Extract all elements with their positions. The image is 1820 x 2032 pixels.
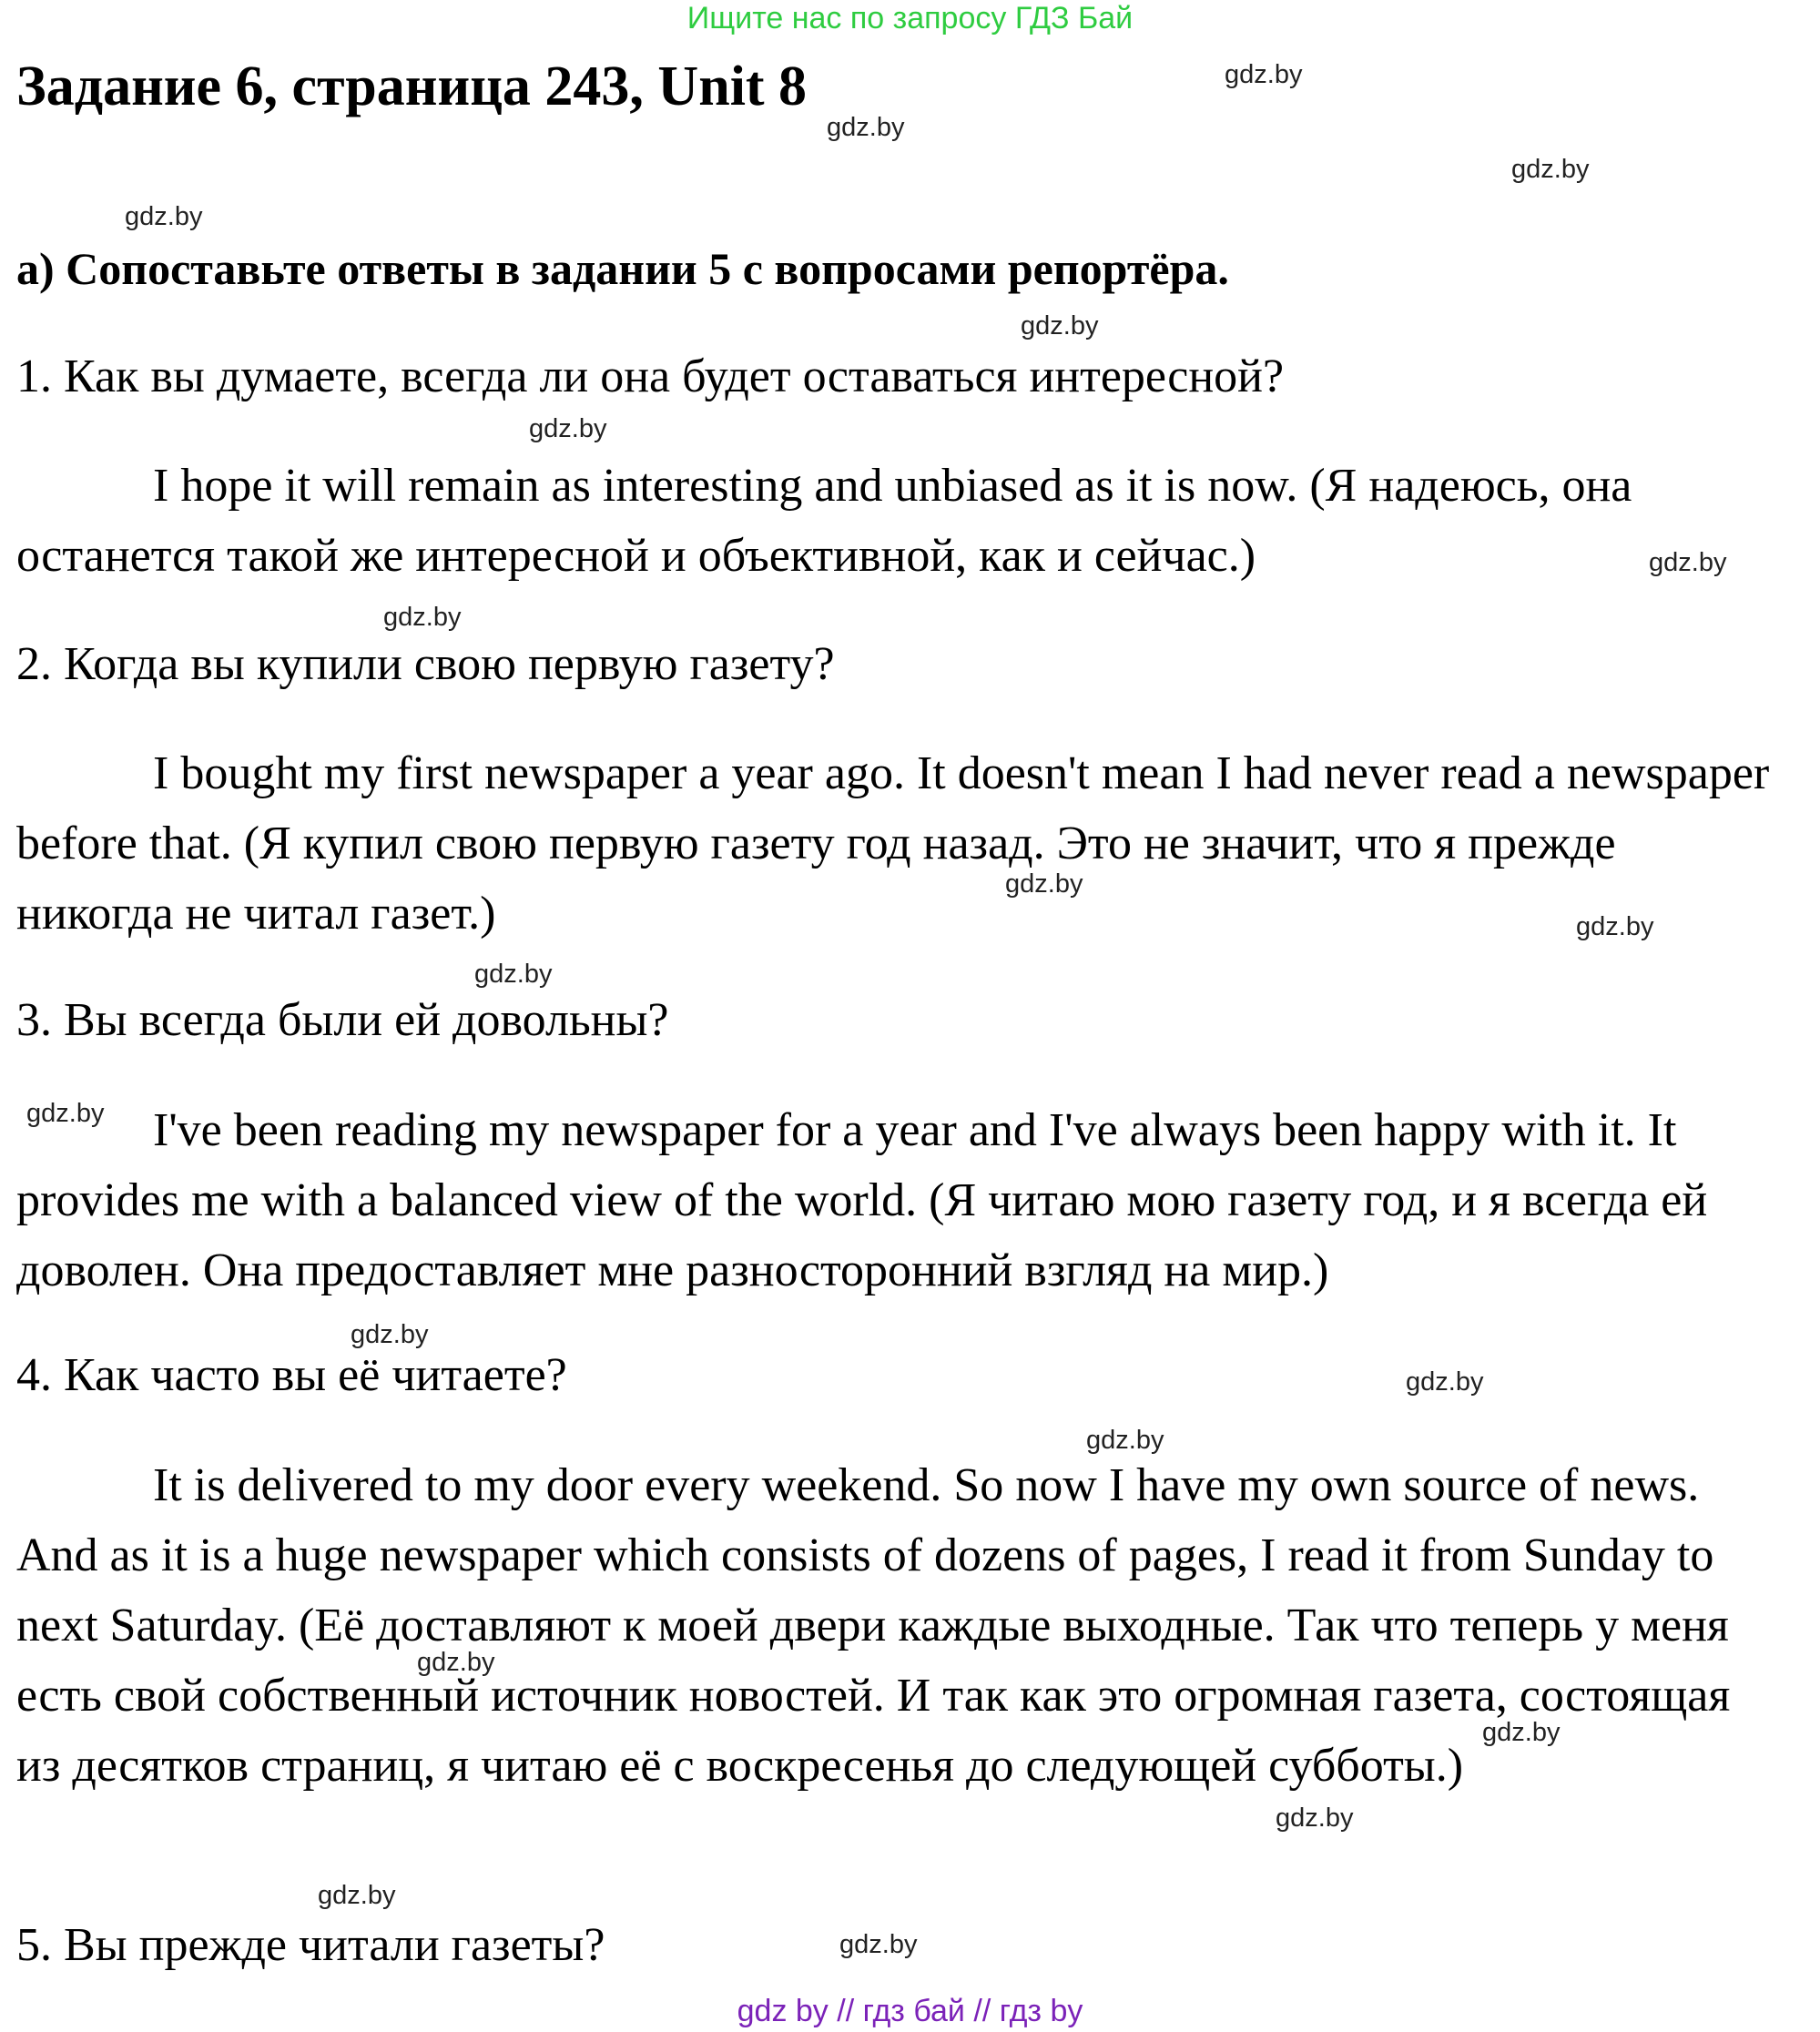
watermark: gdz.by bbox=[26, 1099, 105, 1128]
watermark: gdz.by bbox=[1576, 912, 1654, 941]
watermark: gdz.by bbox=[1482, 1718, 1561, 1747]
watermark: gdz.by bbox=[1021, 311, 1099, 340]
watermark: gdz.by bbox=[1005, 869, 1083, 899]
watermark: gdz.by bbox=[1406, 1367, 1484, 1397]
question-5: 5. Вы прежде читали газеты? bbox=[16, 1919, 605, 1971]
watermark: gdz.by bbox=[1649, 548, 1727, 577]
page-title: Задание 6, страница 243, Unit 8 bbox=[16, 56, 808, 117]
footer-links[interactable]: gdz by // гдз бай // гдз by bbox=[737, 1994, 1083, 2028]
question-1: 1. Как вы думаете, всегда ли она будет оставаться интересной? bbox=[16, 351, 1285, 402]
answer-4: It is delivered to my door every weekend. So now I have my own source of news. And as it is a huge newspaper which consists of dozens of pages, I read it from Sunday to next Saturday. (Её доставляют к моей двери каждые выходные. Так что теперь у меня есть свой собственный источник новостей. И так как это огромная газета, состоящая из десятков страниц, я читаю её с воскресенья до следующей субботы.) bbox=[16, 1459, 1731, 1792]
watermark: gdz.by bbox=[1086, 1426, 1164, 1455]
search-hint-link[interactable]: Ищите нас по запросу ГДЗ Бай bbox=[686, 1, 1134, 36]
watermark: gdz.by bbox=[827, 113, 905, 142]
answer-3: I've been reading my newspaper for a year and I've always been happy with it. It provides me with a balanced view of the world. (Я читаю мою газету год, и я всегда ей доволен. Она предоставляет мне разносторонний взгляд на мир.) bbox=[16, 1104, 1708, 1296]
answer-2: I bought my first newspaper a year ago. It doesn't mean I had never read a newspaper before that. (Я купил свою первую газету год назад. Это не значит, что я прежде никогда не читал газет.) bbox=[16, 747, 1770, 940]
watermark: gdz.by bbox=[383, 603, 462, 632]
question-3: 3. Вы всегда были ей довольны? bbox=[16, 994, 669, 1046]
watermark: gdz.by bbox=[417, 1648, 495, 1677]
answer-1: I hope it will remain as interesting and unbiased as it is now. (Я надеюсь, она останется такой же интересной и объективной, как и сейчас.) bbox=[16, 460, 1632, 582]
watermark: gdz.by bbox=[839, 1930, 918, 1959]
watermark: gdz.by bbox=[1511, 155, 1590, 184]
question-4: 4. Как часто вы её читаете? bbox=[16, 1349, 567, 1401]
watermark: gdz.by bbox=[318, 1881, 396, 1910]
watermark: gdz.by bbox=[529, 414, 607, 443]
watermark: gdz.by bbox=[474, 960, 553, 989]
watermark: gdz.by bbox=[1225, 60, 1303, 89]
watermark: gdz.by bbox=[1276, 1803, 1354, 1833]
watermark: gdz.by bbox=[351, 1320, 429, 1349]
watermark: gdz.by bbox=[125, 202, 203, 231]
question-2: 2. Когда вы купили свою первую газету? bbox=[16, 638, 835, 690]
task-instruction: а) Сопоставьте ответы в задании 5 с вопросами репортёра. bbox=[16, 243, 1229, 294]
